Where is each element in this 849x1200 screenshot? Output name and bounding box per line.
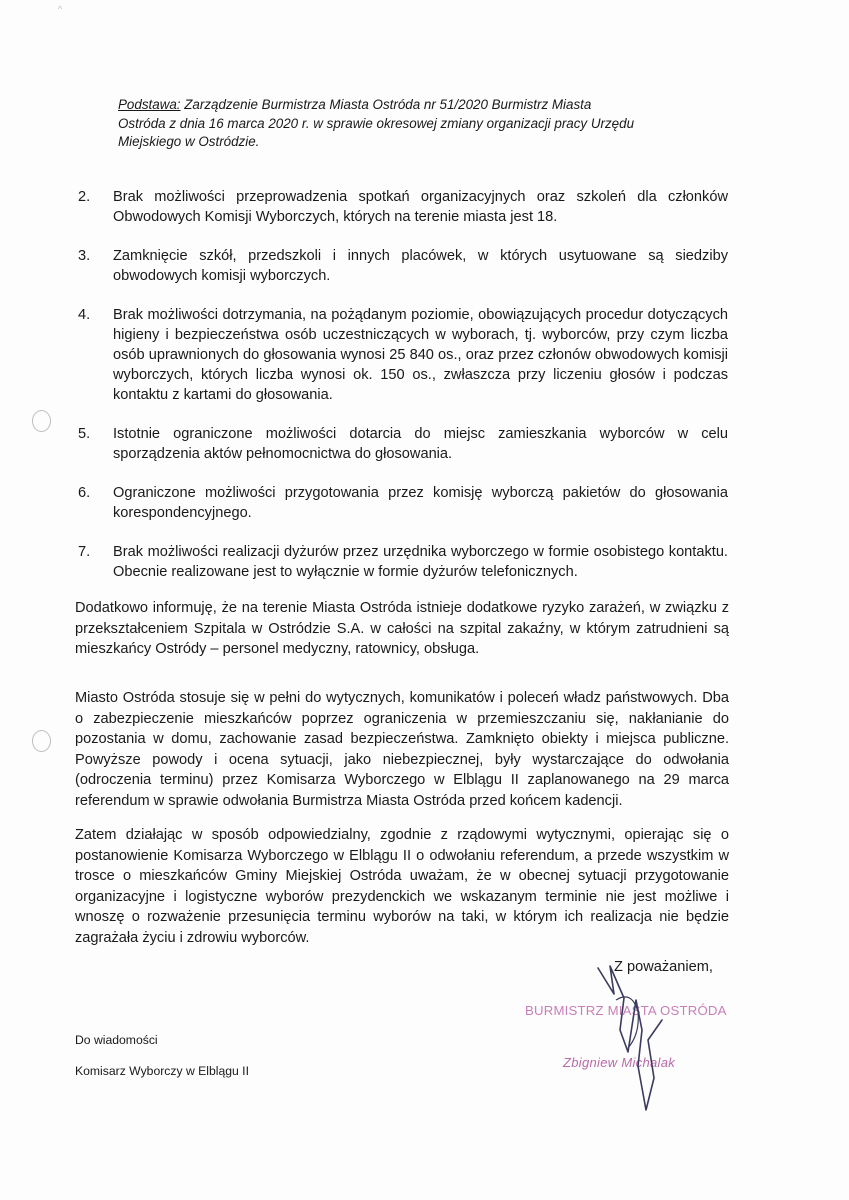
- stamp-title: BURMISTRZ MIASTA OSTRÓDA: [525, 1003, 727, 1018]
- list-item: [78, 246, 728, 286]
- list-item-number: 2.: [78, 189, 91, 205]
- legal-basis: [118, 96, 638, 152]
- reasons-list: [78, 187, 728, 582]
- paragraph-request: Zatem działając w sposób odpowiedzialny, zgodnie z rządowymi wytycznymi, opierając się o postanowienie Komisarza Wyborczego w Elblągu II o odwołaniu referendum, a przede wszystkim w trosce o mieszkańców Gminy Miejskiej Ostróda uważam, że w obecnej sytuacji przygotowanie organizacyjne i logistyczne wyborów prezydenckich we wskazanym terminie nie jest możliwe i wnoszę o rozważenie przesunięcia terminu wyborów na taki, w którym ich realizacja nie będzie zagrażała życiu i zdrowiu wyborców.: [75, 827, 729, 946]
- list-item-number: 5.: [78, 426, 91, 442]
- closing-salutation: Z poważaniem,: [614, 959, 713, 975]
- list-item-text: Ograniczone możliwości przygotowania przez komisję wyborczą pakietów do głosowania korespondencyjnego.: [113, 485, 728, 521]
- list-item-number: 6.: [78, 485, 91, 501]
- list-item-number: 4.: [78, 307, 91, 323]
- list-item-number: 7.: [78, 544, 91, 560]
- list-item-text: Brak możliwości przeprowadzenia spotkań organizacyjnych oraz szkoleń dla członków Obwodowych Komisji Wyborczych, których na terenie miasta jest 18.: [113, 189, 728, 225]
- stamp-name: Zbigniew Michalak: [563, 1055, 676, 1070]
- list-item-text: Zamknięcie szkół, przedszkoli i innych placówek, w których usytuowane są siedziby obwodowych komisji wyborczych.: [113, 248, 728, 284]
- punch-hole: [32, 730, 51, 752]
- list-item: [78, 305, 728, 405]
- list-item: [78, 187, 728, 227]
- cc-recipient: Komisarz Wyborczy w Elblągu II: [75, 1064, 249, 1078]
- legal-basis-text: Zarządzenie Burmistrza Miasta Ostróda nr 51/2020 Burmistrz Miasta Ostróda z dnia 16 marca 2020 r. w sprawie okresowej zmiany organizacji pracy Urzędu Miejskiego w Ostródzie.: [118, 97, 635, 149]
- list-item-text: Brak możliwości realizacji dyżurów przez urzędnika wyborczego w formie osobistego kontaktu. Obecnie realizowane jest to wyłącznie w formie dyżurów telefonicznych.: [113, 544, 728, 580]
- legal-basis-label: Podstawa:: [118, 97, 181, 112]
- list-item: [78, 424, 728, 464]
- handwritten-signature: [580, 960, 710, 1120]
- paragraph-city-measures: Miasto Ostróda stosuje się w pełni do wytycznych, komunikatów i poleceń władz państwowych. Dba o zabezpieczenie mieszkańców poprzez ograniczenia w przemieszczaniu się, nakłanianie do pozostania w domu, zachowanie zasad bezpieczeństwa. Zamknięto obiekty i miejsca publiczne. Powyższe powody i ocena sytuacji, jako niebezpiecznej, były wystarczające do odwołania (odroczenia terminu) przez Komisarza Wyborczego w Elblągu II zaplanowanego na 29 marca referendum w sprawie odwołania Burmistrza Miasta Ostróda przed końcem kadencji.: [75, 690, 729, 809]
- list-item: [78, 542, 728, 582]
- punch-hole: [32, 410, 51, 432]
- scan-mark: ^: [58, 4, 63, 14]
- paragraph-infection-risk: Dodatkowo informuję, że na terenie Miasta Ostróda istnieje dodatkowe ryzyko zarażeń, w związku z przekształceniem Szpitala w Ostródzie S.A. w całości na szpital zakaźny, w którym zatrudnieni są mieszkańcy Ostródy – personel medyczny, ratownicy, obsługa.: [75, 600, 729, 657]
- cc-title: Do wiadomości: [75, 1033, 158, 1047]
- list-item: [78, 483, 728, 523]
- list-item-text: Brak możliwości dotrzymania, na pożądanym poziomie, obowiązujących procedur dotyczących higieny i bezpieczeństwa osób uczestniczących w wyborach, tj. wyborców, przy czym liczba osób uprawnionych do głosowania wynosi 25 840 os., oraz przez członów obwodowych komisji wyborczych, których liczba wynosi ok. 150 os., zwłaszcza przy liczeniu głosów i podczas kontaktu z kartami do głosowania.: [113, 307, 728, 403]
- list-item-text: Istotnie ograniczone możliwości dotarcia do miejsc zamieszkania wyborców w celu sporządzenia aktów pełnomocnictwa do głosowania.: [113, 426, 728, 462]
- list-item-number: 3.: [78, 248, 91, 264]
